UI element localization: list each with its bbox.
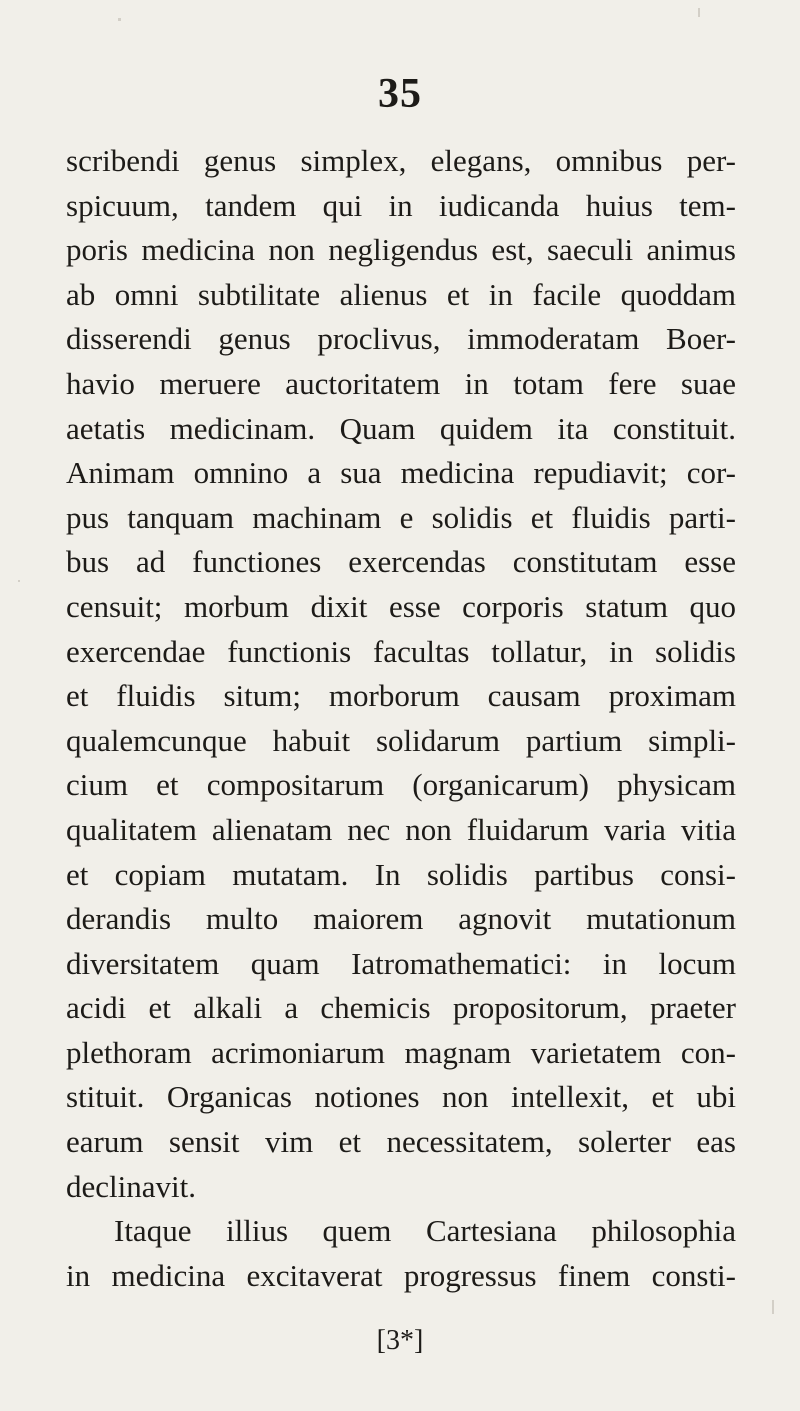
text-line: stituit. Organicas notiones non intellexit, et ubi <box>66 1079 736 1115</box>
text-line: aetatis medicinam. Quam quidem ita constituit. <box>66 410 736 446</box>
text-line: censuit; morbum dixit esse corporis statum quo <box>66 588 736 624</box>
text-line: in medicina excitaverat progressus finem consti- <box>66 1257 736 1293</box>
paper-speck <box>18 580 20 582</box>
text-line: pus tanquam machinam e solidis et fluidis parti- <box>66 499 736 535</box>
text-line: qualitatem alienatam nec non fluidarum varia vitia <box>66 811 736 847</box>
text-line: scribendi genus simplex, elegans, omnibus per- <box>66 143 736 178</box>
text-line: acidi et alkali a chemicis propositorum, praeter <box>66 990 736 1026</box>
paragraph-start-line: Itaque illius quem Cartesiana philosophia <box>114 1213 736 1249</box>
text-line: qualemcunque habuit solidarum partium simpli- <box>66 722 736 758</box>
signature-mark: [3*] <box>376 1325 424 1356</box>
text-line: bus ad functiones exercendas constitutam esse <box>66 544 736 580</box>
body-text <box>66 139 736 1298</box>
text-line: poris medicina non negligendus est, saeculi animus <box>66 232 736 268</box>
paper-speck <box>698 8 700 17</box>
paper-speck <box>772 1300 774 1314</box>
text-line: Animam omnino a sua medicina repudiavit; cor- <box>66 455 736 491</box>
text-line: et copiam mutatam. In solidis partibus consi- <box>66 856 736 892</box>
text-line: ab omni subtilitate alienus et in facile quoddam <box>66 276 736 312</box>
text-line: havio meruere auctoritatem in totam fere suae <box>66 365 736 401</box>
text-line: et fluidis situm; morborum causam proximam <box>66 678 736 714</box>
text-line: earum sensit vim et necessitatem, solerter eas <box>66 1124 736 1160</box>
text-line: plethoram acrimoniarum magnam varietatem con- <box>66 1034 736 1070</box>
page-number: 35 <box>378 71 422 117</box>
text-line: exercendae functionis facultas tollatur, in solidis <box>66 633 736 669</box>
text-line: spicuum, tandem qui in iudicanda huius tem- <box>66 187 736 223</box>
paper-speck <box>118 18 121 21</box>
paragraph-end-line: declinavit. <box>66 1168 196 1204</box>
text-line: disserendi genus proclivus, immoderatam Boer- <box>66 321 736 357</box>
text-line: diversitatem quam Iatromathematici: in locum <box>66 945 736 981</box>
text-line: derandis multo maiorem agnovit mutationum <box>66 901 736 937</box>
text-line: cium et compositarum (organicarum) physicam <box>66 767 736 803</box>
